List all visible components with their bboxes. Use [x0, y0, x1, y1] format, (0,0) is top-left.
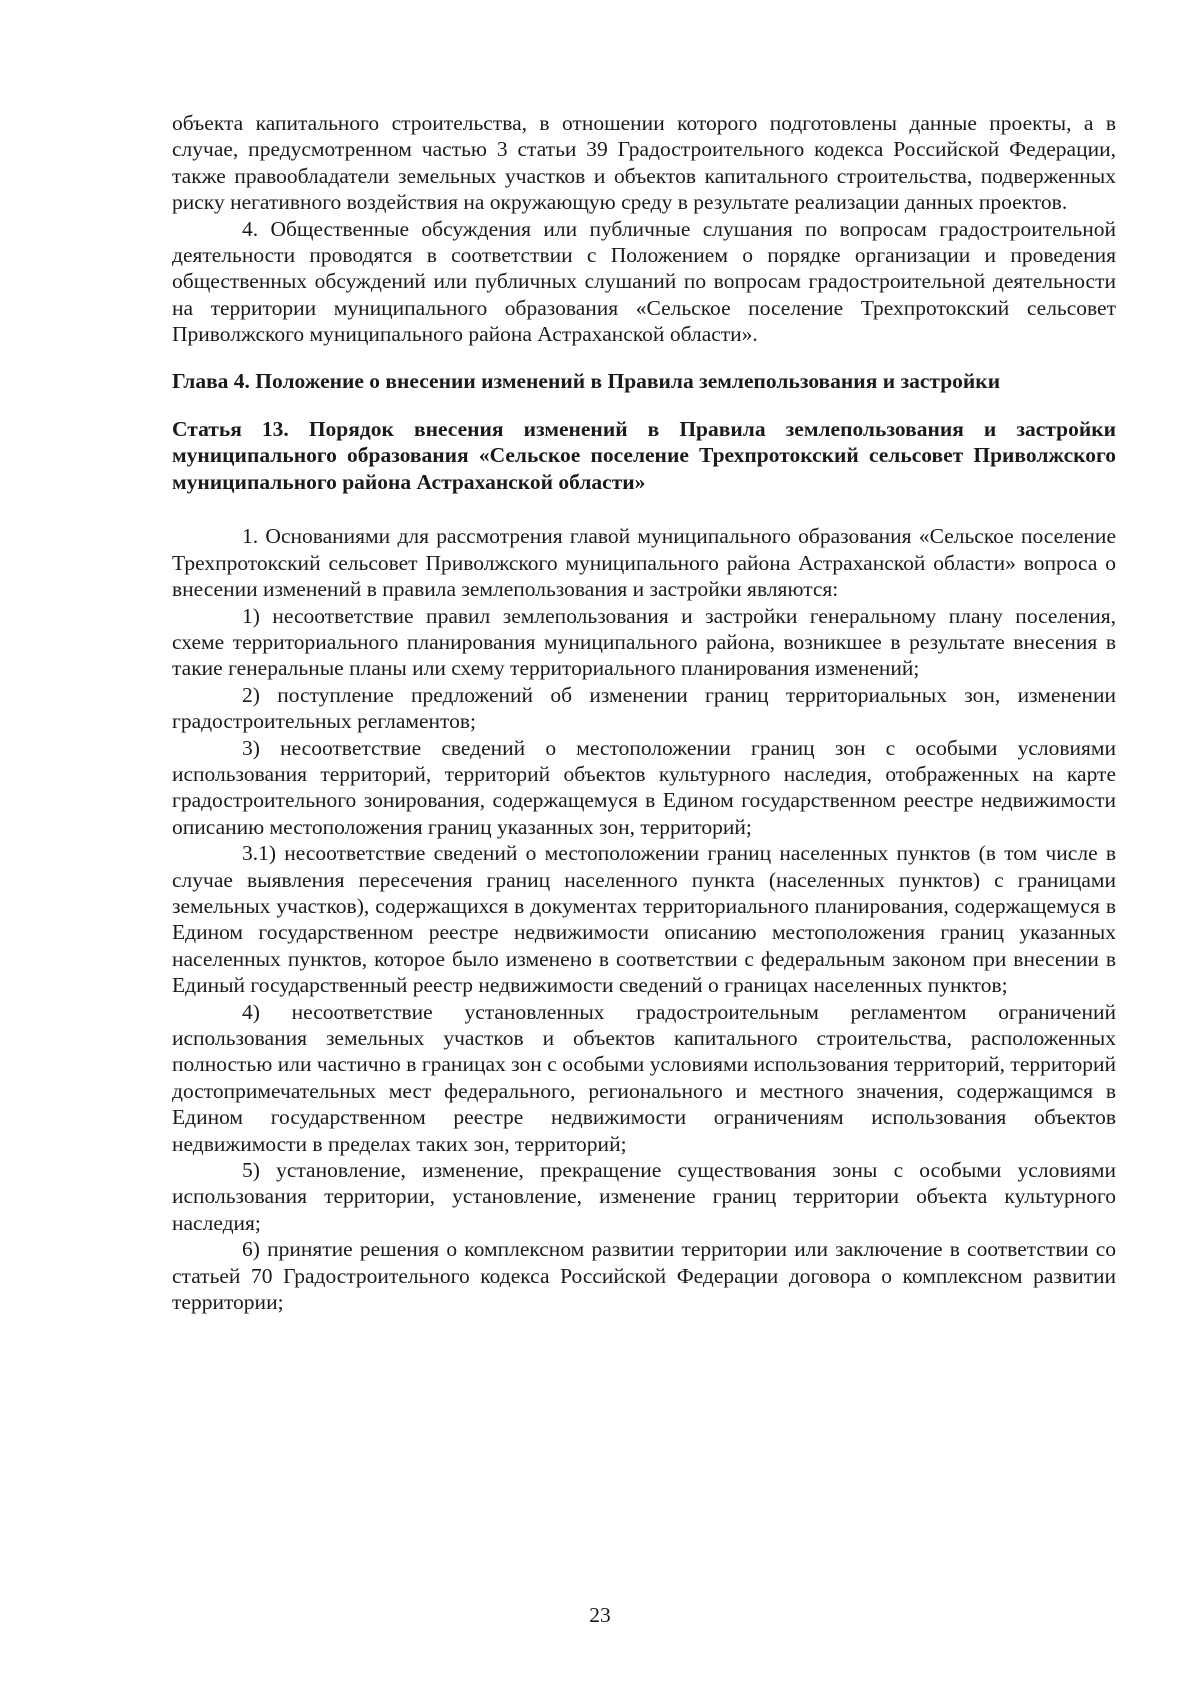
paragraph-subclause-4: 4) несоответствие установленных градостроительным регламентом ограничений использования земельных участков и объектов капитального строительства, расположенных полностью или частично в границах зон с особыми условиями использования территорий, территорий достопримечательных мест федерального, регионального и местного значения, содержащимся в Едином государственном реестре недвижимости ограничениям использования объектов недвижимости в пределах таких зон, территорий; — [172, 999, 1116, 1156]
paragraph-continuation: объекта капитального строительства, в отношении которого подготовлены данные проекты, а в случае, предусмотренном частью 3 статьи 39 Градостроительного кодекса Российской Федерации, также правообладатели земельных участков и объектов капитального строительства, подверженных риску негативного воздействия на окружающую среду в результате реализации данных проектов. — [172, 111, 1116, 215]
paragraph-subclause-2: 2) поступление предложений об изменении границ территориальных зон, изменении градостроительных регламентов; — [172, 682, 1116, 734]
paragraph-subclause-3: 3) несоответствие сведений о местоположении границ зон с особыми условиями использования территорий, территорий объектов культурного наследия, отображенных на карте градостроительного зонирования, содержащемуся в Едином государственном реестре недвижимости описанию местоположения границ указанных зон, территорий; — [172, 735, 1116, 839]
paragraph-clause-1: 1. Основаниями для рассмотрения главой муниципального образования «Сельское поселение Трехпротокский сельсовет Приволжского муниципального района Астраханской области» вопроса о внесении изменений в правила землепользования и застройки являются: — [172, 524, 1116, 602]
paragraph-subclause-1: 1) несоответствие правил землепользования и застройки генеральному плану поселения, схеме территориального планирования муниципального района, возникшее в результате внесения в такие генеральные планы или схему территориального планирования изменений; — [172, 603, 1116, 681]
paragraph-subclause-3-1: 3.1) несоответствие сведений о местоположении границ населенных пунктов (в том числе в случае выявления пересечения границ населенного пункта (населенных пунктов) с границами земельных участков), содержащихся в документах территориального планирования, содержащемуся в Едином государственном реестре недвижимости описанию местоположения границ указанных населенных пунктов, которое было изменено в соответствии с федеральным законом при внесении в Единый государственный реестр недвижимости сведений о границах населенных пунктов; — [172, 841, 1116, 998]
paragraph-subclause-6: 6) принятие решения о комплексном развитии территории или заключение в соответствии со статьей 70 Градостроительного кодекса Российской Федерации договора о комплексном развитии территории; — [172, 1237, 1116, 1315]
paragraph-subclause-5: 5) установление, изменение, прекращение существования зоны с особыми условиями использования территории, установление, изменение границ территории объекта культурного наследия; — [172, 1158, 1116, 1235]
paragraph-item-4: 4. Общественные обсуждения или публичные слушания по вопросам градостроительной деятельности проводятся в соответствии с Положением о порядке организации и проведения общественных обсуждений или публичных слушаний по вопросам градостроительной деятельности на территории муниципального образования «Сельское поселение Трехпротокский сельсовет Приволжского муниципального района Астраханской области». — [172, 216, 1116, 347]
article-heading: Статья 13. Порядок внесения изменений в Правила землепользования и застройки муниципального образования «Сельское поселение Трехпротокский сельсовет Приволжского муниципального района Астраханской области» — [172, 417, 1116, 494]
document-page — [172, 110, 1116, 1315]
chapter-heading: Глава 4. Положение о внесении изменений в Правила землепользования и застройки — [172, 368, 1001, 393]
page-number: 23 — [589, 1603, 611, 1627]
